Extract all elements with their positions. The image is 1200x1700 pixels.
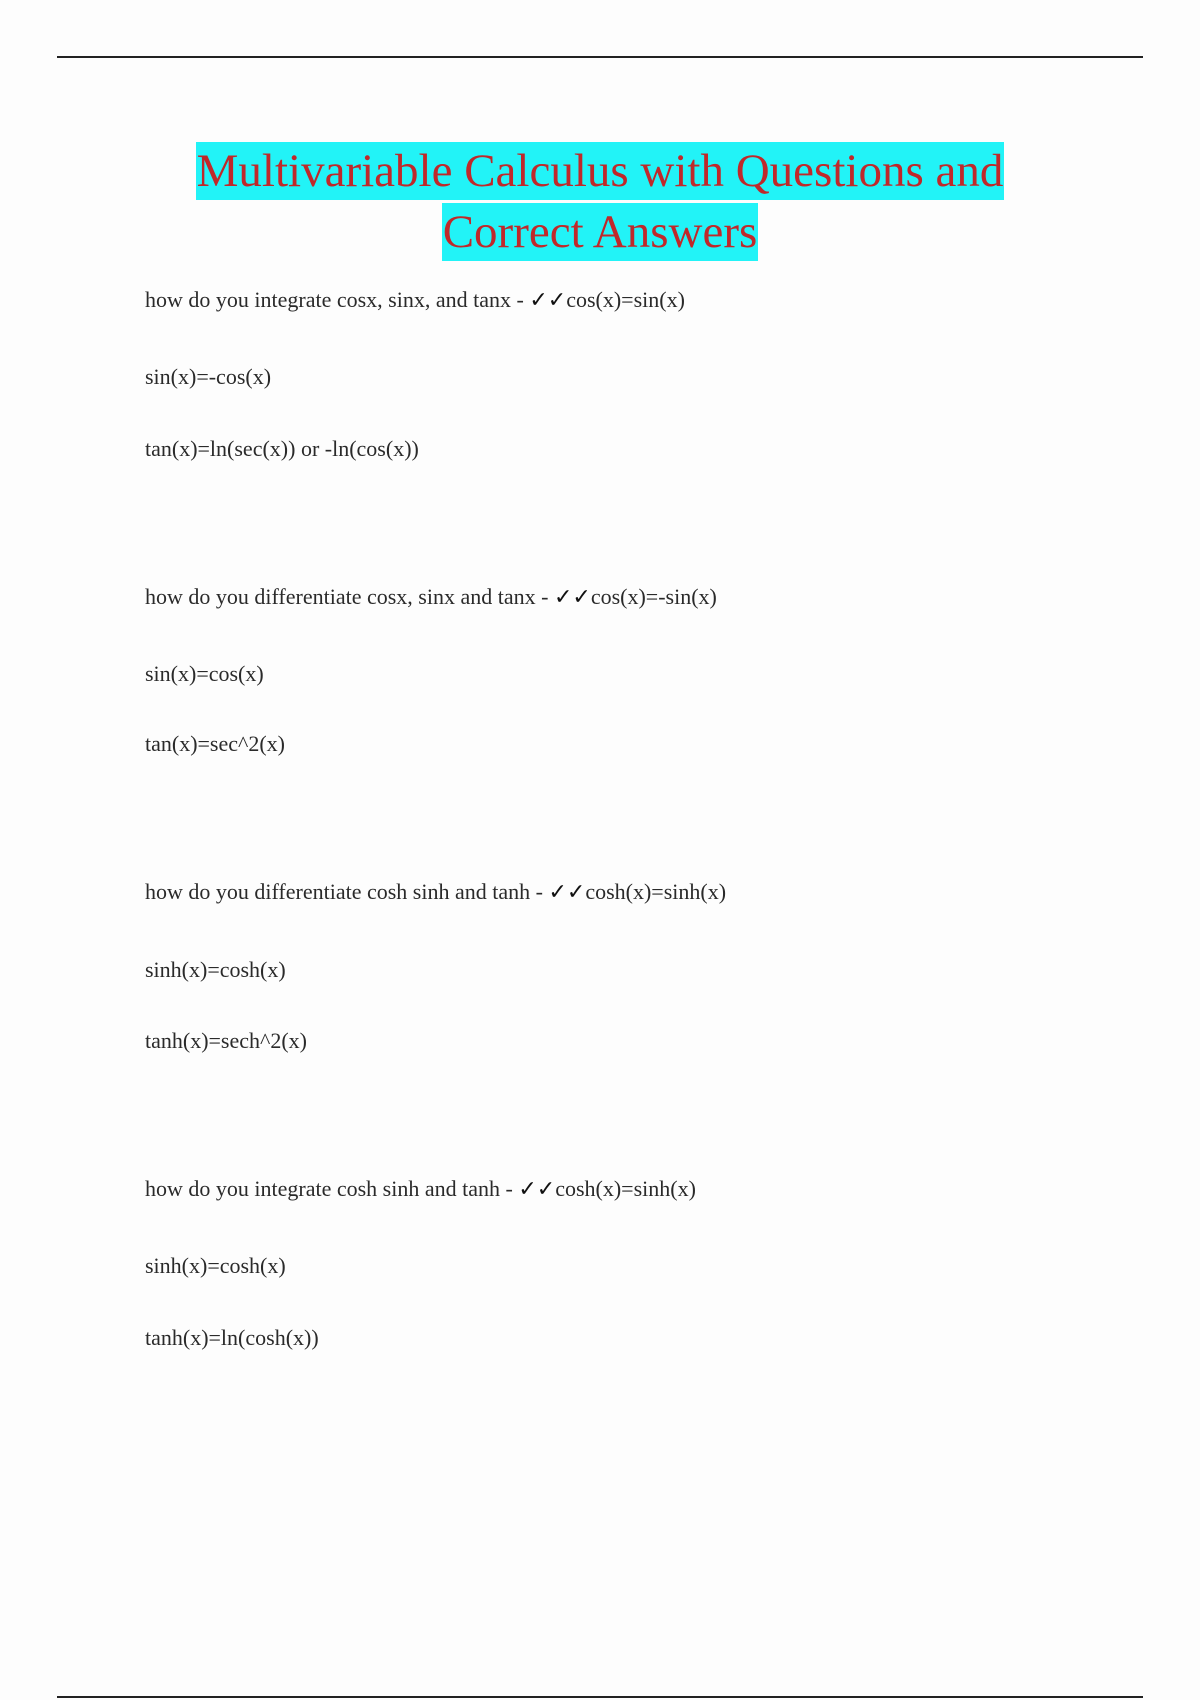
qa-1-answer-line-3: tan(x)=ln(sec(x)) or -ln(cos(x)) [145,436,419,461]
qa-1-question-line [145,287,685,314]
qa-3-answer-line-2: sinh(x)=cosh(x) [145,957,286,982]
title-line-1: Multivariable Calculus with Questions and [196,142,1005,200]
title-line-2: Correct Answers [442,203,759,261]
double-check-icon: ✓✓ [553,585,591,610]
qa-2-answer-line-2: sin(x)=cos(x) [145,661,264,686]
top-rule [57,56,1143,58]
qa-1-answer-line-2: sin(x)=-cos(x) [145,364,272,389]
qa-4-question-line [145,1176,696,1203]
qa-1-answer: cos(x)=sin(x) [566,287,685,312]
qa-3-answer: cosh(x)=sinh(x) [585,879,727,904]
double-check-icon: ✓✓ [518,1177,556,1202]
qa-4-answer-line-2: sinh(x)=cosh(x) [145,1253,286,1278]
qa-3-question-line [145,879,726,906]
qa-4-question: how do you integrate cosh sinh and tanh - [145,1176,519,1201]
double-check-icon: ✓✓ [548,880,586,905]
qa-1-question: how do you integrate cosx, sinx, and tanx - [145,287,530,312]
qa-3-question: how do you differentiate cosh sinh and tanh - [145,879,549,904]
qa-3-answer-line-3: tanh(x)=sech^2(x) [145,1028,308,1053]
qa-2-question-line [145,584,717,611]
qa-2-answer: cos(x)=-sin(x) [590,584,717,609]
page-title [0,142,1200,261]
double-check-icon: ✓✓ [529,288,567,313]
qa-2-answer-line-3: tan(x)=sec^2(x) [145,731,286,756]
qa-4-answer: cosh(x)=sinh(x) [555,1176,696,1201]
qa-4-answer-line-3: tanh(x)=ln(cosh(x)) [145,1325,319,1350]
bottom-rule [57,1696,1143,1698]
qa-2-question: how do you differentiate cosx, sinx and tanx - [145,584,554,609]
